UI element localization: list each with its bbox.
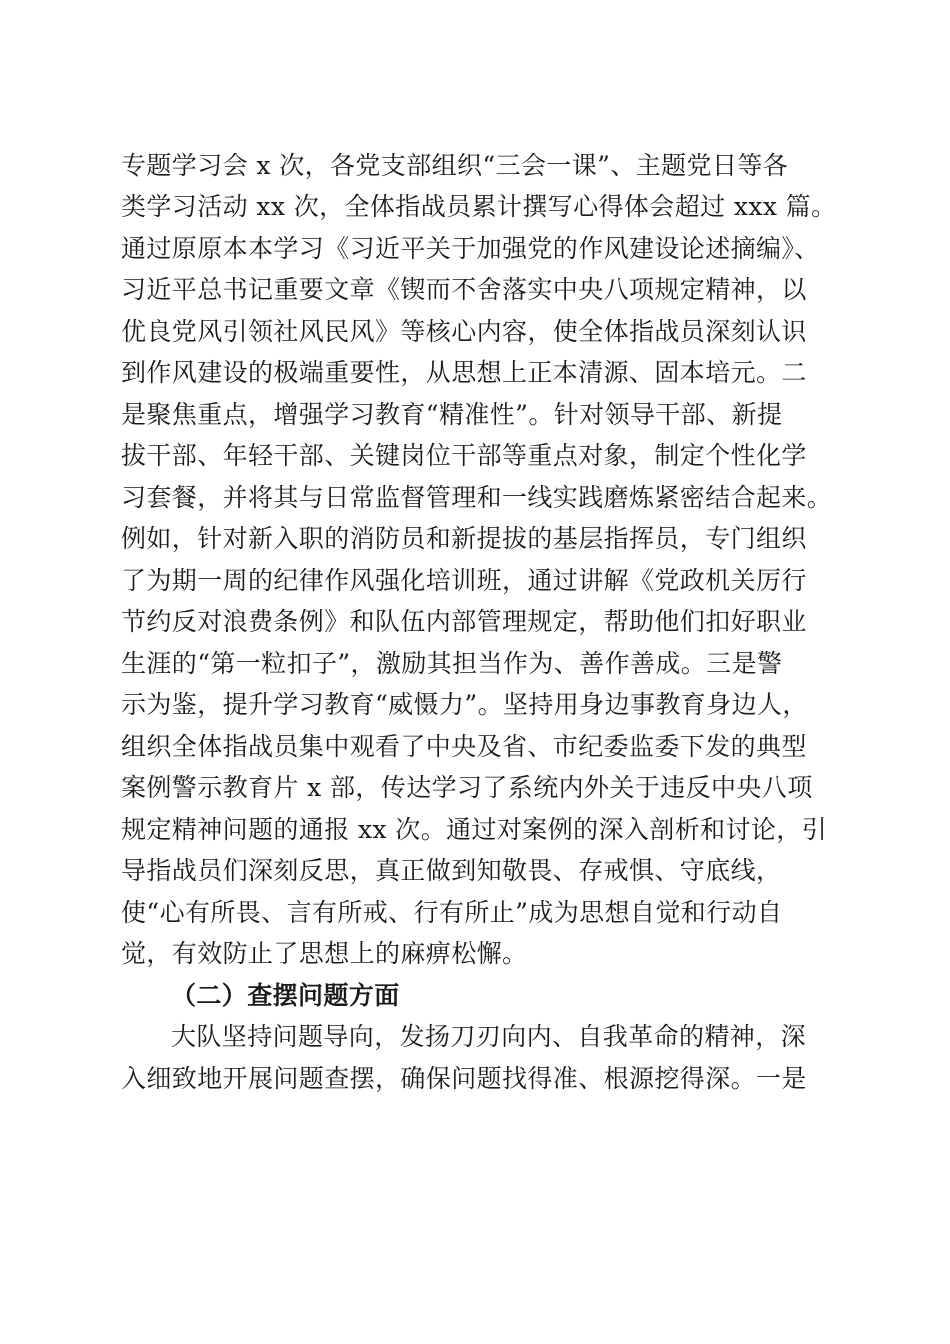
body-text-line: 节约反对浪费条例》和队伍内部管理规定，帮助他们扣好职业 [121, 607, 807, 636]
body-text-line: 导指战员们深刻反思，真正做到知敬畏、存戒惧、守底线， [121, 856, 782, 885]
body-text-line: 例如，针对新入职的消防员和新提拔的基层指挥员，专门组织 [121, 524, 807, 553]
body-text-line: 组织全体指战员集中观看了中央及省、市纪委监委下发的典型 [121, 732, 807, 761]
body-text-line: 觉，有效防止了思想上的麻痹松懈。 [121, 939, 528, 968]
body-text-line: 生涯的“第一粒扣子”，激励其担当作为、善作善成。三是警 [121, 649, 783, 678]
section-heading: （二）查摆问题方面 [171, 981, 400, 1010]
body-text-line: 示为鉴，提升学习教育“威慑力”。坚持用身边事教育身边人， [121, 690, 808, 719]
body-text-line: 规定精神问题的通报 xx 次。通过对案例的深入剖析和讨论，引 [121, 815, 828, 844]
body-text-line: 到作风建设的极端重要性，从思想上正本清源、固本培元。二 [121, 358, 807, 387]
body-text-line: 使“心有所畏、言有所戒、行有所止”成为思想自觉和行动自 [121, 898, 783, 927]
body-text-line: 专题学习会 x 次，各党支部组织“三会一课”、主题党日等各 [121, 151, 789, 180]
body-text-line: 习近平总书记重要文章《锲而不舍落实中央八项规定精神，以 [121, 275, 807, 304]
body-text-line: 通过原原本本学习《习近平关于加强党的作风建设论述摘编》、 [121, 234, 820, 263]
body-text-line: 大队坚持问题导向，发扬刀刃向内、自我革命的精神，深 [171, 1022, 807, 1051]
body-text-line: 是聚焦重点，增强学习教育“精准性”。针对领导干部、新提 [121, 400, 783, 429]
body-text-line: 入细致地开展问题查摆，确保问题找得准、根源挖得深。一是 [121, 1064, 807, 1093]
body-text-line: 拔干部、年轻干部、关键岗位干部等重点对象，制定个性化学 [121, 441, 807, 470]
body-text-line: 类学习活动 xx 次，全体指战员累计撰写心得体会超过 xxx 篇。 [121, 192, 837, 221]
body-text-line: 优良党风引领社风民风》等核心内容，使全体指战员深刻认识 [121, 317, 807, 346]
body-text-line: 案例警示教育片 x 部，传达学习了系统内外关于违反中央八项 [121, 773, 813, 802]
body-text-line: 了为期一周的纪律作风强化培训班，通过讲解《党政机关厉行 [121, 566, 807, 595]
body-text-line: 习套餐，并将其与日常监督管理和一线实践磨炼紧密结合起来。 [121, 483, 833, 512]
